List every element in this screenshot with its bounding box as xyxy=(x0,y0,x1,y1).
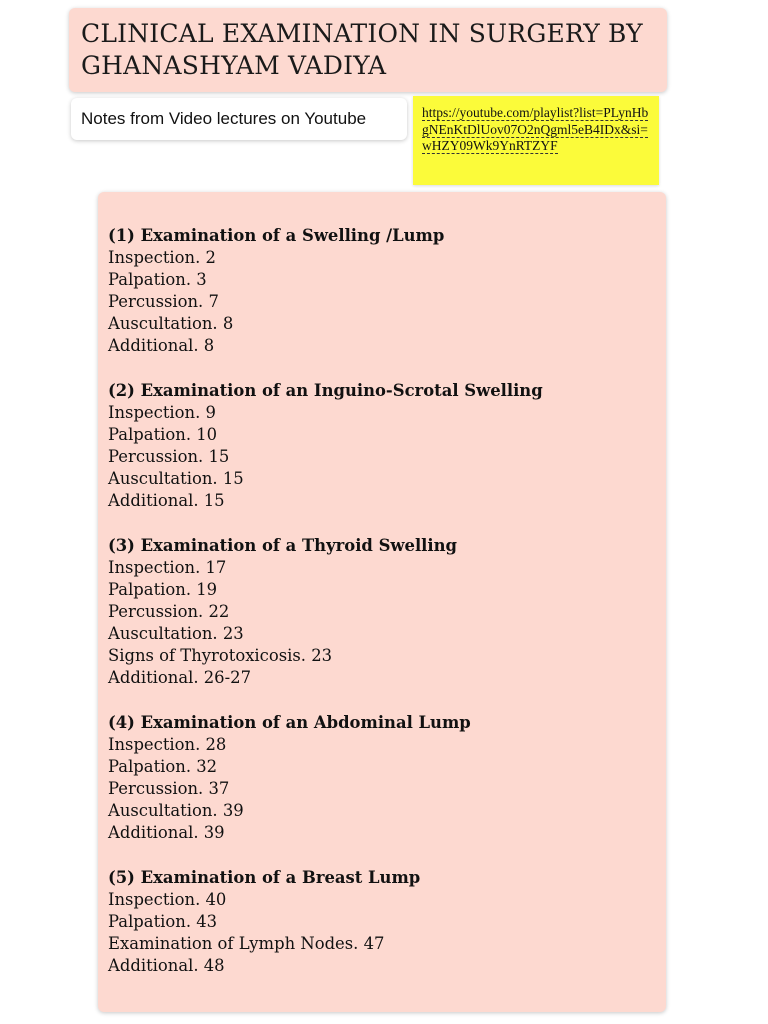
toc-sections xyxy=(108,225,656,977)
toc-section xyxy=(108,535,656,690)
toc-entry: Additional. 15 xyxy=(108,491,225,511)
toc-entry: Palpation. 10 xyxy=(108,425,218,445)
toc-entry: Signs of Thyrotoxicosis. 23 xyxy=(108,646,333,666)
toc-entry: Examination of Lymph Nodes. 47 xyxy=(108,933,385,953)
link-card xyxy=(413,96,659,185)
toc-entry: Additional. 26-27 xyxy=(108,668,252,688)
toc-section xyxy=(108,380,656,513)
subtitle-card xyxy=(71,98,407,140)
toc-entry: Inspection. 17 xyxy=(108,557,227,577)
toc-section-heading: (5) Examination of a Breast Lump xyxy=(108,867,421,887)
toc-entry: Palpation. 32 xyxy=(108,756,218,776)
toc-entry: Additional. 8 xyxy=(108,336,215,356)
table-of-contents xyxy=(98,192,666,1012)
page-title: CLINICAL EXAMINATION IN SURGERY BY GHANASHYAM VADIYA xyxy=(81,19,643,80)
toc-entry: Inspection. 28 xyxy=(108,734,227,754)
toc-entry: Percussion. 15 xyxy=(108,447,230,467)
toc-section-heading: (2) Examination of an Inguino-Scrotal Swelling xyxy=(108,380,543,400)
toc-entry: Auscultation. 23 xyxy=(108,624,244,644)
toc-entry: Percussion. 37 xyxy=(108,778,230,798)
youtube-playlist-link[interactable]: https://youtube.com/playlist?list=PLynHbgNEnKtDlUov07O2nQgml5eB4IDx&si=wHZY09Wk9YnRTZYF xyxy=(422,105,649,153)
toc-entry: Inspection. 9 xyxy=(108,402,216,422)
title-card xyxy=(69,8,667,92)
toc-entry: Additional. 48 xyxy=(108,955,225,975)
toc-section-heading: (3) Examination of a Thyroid Swelling xyxy=(108,535,458,555)
toc-section-heading: (1) Examination of a Swelling /Lump xyxy=(108,226,445,245)
toc-section xyxy=(108,225,656,358)
toc-entry: Percussion. 7 xyxy=(108,292,219,312)
toc-entry: Inspection. 40 xyxy=(108,889,227,909)
toc-entry: Additional. 39 xyxy=(108,823,225,843)
toc-entry: Auscultation. 39 xyxy=(108,801,244,821)
toc-entry: Auscultation. 15 xyxy=(108,469,244,489)
toc-section-heading: (4) Examination of an Abdominal Lump xyxy=(108,712,471,732)
toc-section xyxy=(108,712,656,845)
toc-section xyxy=(108,867,656,977)
toc-entry: Palpation. 43 xyxy=(108,911,218,931)
toc-entry: Auscultation. 8 xyxy=(108,314,234,334)
toc-entry: Palpation. 19 xyxy=(108,579,218,599)
toc-entry: Inspection. 2 xyxy=(108,248,216,268)
toc-entry: Palpation. 3 xyxy=(108,270,207,290)
toc-entry: Percussion. 22 xyxy=(108,602,230,621)
subtitle-text: Notes from Video lectures on Youtube xyxy=(81,109,367,128)
